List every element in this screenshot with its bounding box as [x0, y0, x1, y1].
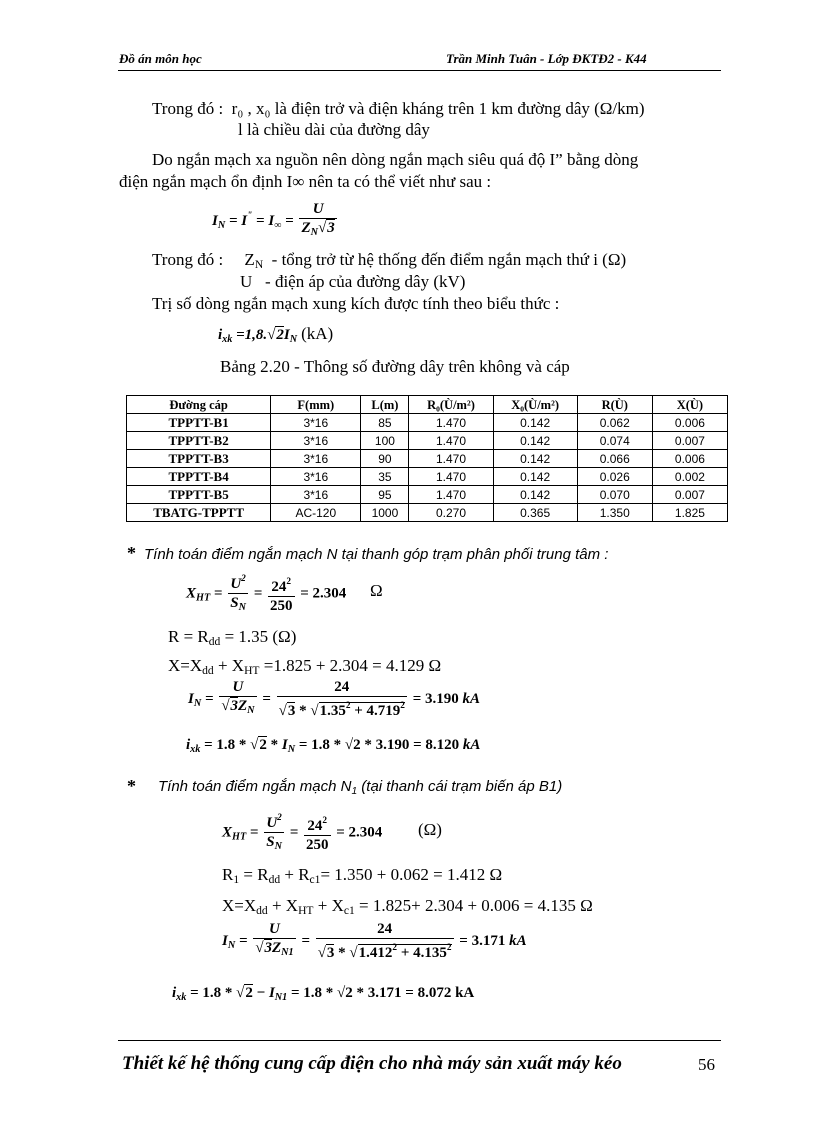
table-caption: Bảng 2.20 - Thông số đường dây trên không và cáp — [220, 357, 570, 376]
cell: 3*16 — [271, 414, 361, 432]
cell: TPPTT-B5 — [127, 486, 271, 504]
formula-in: $I_N = I^" = I_\infty$ = $\frac{U}{Z_N√3}$ — [212, 201, 335, 238]
cell: 0.142 — [493, 468, 577, 486]
cell: TBATG-TPPTT — [127, 504, 271, 522]
section-n-title: Tính toán điểm ngắn mạch N tại thanh góp trạm phân phối trung tâm : — [144, 546, 609, 563]
where1: Trong đó : r₀ , x₀ là điện trở và điện kháng trên 1 km đường dây (Ω/km) — [152, 99, 645, 118]
cell: 0.365 — [493, 504, 577, 522]
cell: 3*16 — [271, 486, 361, 504]
x-line: $X=X_{dd} + X_{HT} =1.825 + 2.304 = 4.129$ Ω — [168, 656, 442, 677]
cell: TPPTT-B2 — [127, 432, 271, 450]
cell: 35 — [361, 468, 409, 486]
r1-line: $R_1 = R_{dd} + R_{c1}= 1.350 + 0.062 = 1.412$ Ω — [222, 865, 503, 886]
where2-u: U - điện áp của đường dây (kV) — [240, 272, 466, 291]
cell: 90 — [361, 450, 409, 468]
col-header: R₀(Ù/m²) — [409, 396, 493, 414]
cell: 1.470 — [409, 432, 493, 450]
header-right: Trần Minh Tuân - Lớp ĐKTĐ2 - K44 — [446, 51, 647, 66]
cell: 1.470 — [409, 450, 493, 468]
cell: 3*16 — [271, 432, 361, 450]
r-line: $R = R_{dd} = 1.35$ (Ω) — [168, 627, 297, 648]
cell: 0.066 — [577, 450, 652, 468]
xht-unit-n1: (Ω) — [418, 820, 442, 839]
table-row — [127, 504, 728, 522]
xht-unit: Ω — [370, 581, 383, 600]
formula-ixk: $i_{xk} =1,8.√2I_N$ (kA) — [218, 324, 334, 345]
header-rule — [118, 70, 721, 71]
cell: 1.470 — [409, 414, 493, 432]
table-header-row — [127, 396, 728, 414]
cell: 0.007 — [652, 432, 727, 450]
para1-line2: điện ngắn mạch ổn định I∞ nên ta có thể viết như sau : — [119, 172, 492, 191]
cell: 0.062 — [577, 414, 652, 432]
cell: 0.002 — [652, 468, 727, 486]
para1-line1: Do ngắn mạch xa nguồn nên dòng ngắn mạch siêu quá độ I” bằng dòng — [152, 150, 639, 169]
table-row — [127, 432, 728, 450]
cell: 0.142 — [493, 450, 577, 468]
x-line-n1: $X=X_{dd} + X_{HT} + X_{c1} = 1.825+ 2.304 + 0.006 = 4.135$ Ω — [222, 896, 593, 917]
cell: TPPTT-B1 — [127, 414, 271, 432]
cell: 0.142 — [493, 414, 577, 432]
cell: 0.006 — [652, 450, 727, 468]
formula-xht: $X_{HT}$ = $\frac{U^2}{S_N}$ = $\frac{24^2}{250}$ = 2.304 — [186, 571, 346, 617]
cell: 0.026 — [577, 468, 652, 486]
cell: 0.142 — [493, 486, 577, 504]
header-left: Đồ án môn học — [119, 51, 202, 66]
page-number: 56 — [698, 1055, 715, 1074]
table-row — [127, 486, 728, 504]
formula-xht-n1: $X_{HT}$ = $\frac{U^2}{S_N}$ = $\frac{24^2}{250}$ = 2.304 — [222, 810, 382, 856]
formula-in-n1: $I_N$ = $\frac{U}{√3Z_{N1}}$ = $\frac{24}{√3 * √1.412^2 + 4.135^2}$ = 3.171 kA — [222, 921, 527, 961]
formula-in-n: $I_N$ = $\frac{U}{√3Z_N}$ = $\frac{24}{√3 * √1.35^2 + 4.719^2}$ = 3.190 kA — [188, 679, 481, 719]
cell: 1.470 — [409, 468, 493, 486]
where1-line2: l là chiều dài của đường dây — [238, 120, 430, 139]
table-row — [127, 414, 728, 432]
cell: TPPTT-B4 — [127, 468, 271, 486]
bullet-n: * — [127, 543, 136, 563]
cell: 95 — [361, 486, 409, 504]
params-table — [126, 395, 728, 522]
cell: 0.007 — [652, 486, 727, 504]
cell: 1.470 — [409, 486, 493, 504]
footer-rule — [118, 1040, 721, 1041]
cell: 1.350 — [577, 504, 652, 522]
cell: 85 — [361, 414, 409, 432]
footer-title: Thiết kế hệ thống cung cấp điện cho nhà máy sản xuất máy kéo — [122, 1053, 622, 1074]
cell: 0.006 — [652, 414, 727, 432]
para2: Trị số dòng ngắn mạch xung kích được tính theo biểu thức : — [152, 294, 560, 313]
table-row — [127, 468, 728, 486]
bullet-n1: * — [127, 776, 136, 796]
col-header: Đường cáp — [127, 396, 271, 414]
formula-ixk-n: $i_{xk} = 1.8 * √2 * I_N = 1.8 * √2 * 3.190 = 8.120$ kA — [186, 737, 481, 755]
cell: 3*16 — [271, 450, 361, 468]
cell: 0.070 — [577, 486, 652, 504]
cell: 100 — [361, 432, 409, 450]
col-header: L(m) — [361, 396, 409, 414]
where2: Trong đó : $Z_N$ - tổng trở từ hệ thống đến điểm ngắn mạch thứ i (Ω) — [152, 250, 627, 271]
cell: 0.270 — [409, 504, 493, 522]
col-header: X(Ù) — [652, 396, 727, 414]
col-header: F(mm) — [271, 396, 361, 414]
cell: 3*16 — [271, 468, 361, 486]
section-n1-title: Tính toán điểm ngắn mạch $N_1$ (tại thanh cái trạm biến áp B1) — [158, 778, 563, 797]
col-header: R(Ù) — [577, 396, 652, 414]
cell: 0.142 — [493, 432, 577, 450]
cell: 0.074 — [577, 432, 652, 450]
table-row — [127, 450, 728, 468]
cell: 1000 — [361, 504, 409, 522]
formula-ixk-n1: $i_{xk} = 1.8 * √2 - I_{N1} = 1.8 * √2 * 3.171 = 8.072$ kA — [172, 985, 475, 1003]
cell: 1.825 — [652, 504, 727, 522]
cell: TPPTT-B3 — [127, 450, 271, 468]
cell: AC-120 — [271, 504, 361, 522]
col-header: X₀(Ù/m²) — [493, 396, 577, 414]
